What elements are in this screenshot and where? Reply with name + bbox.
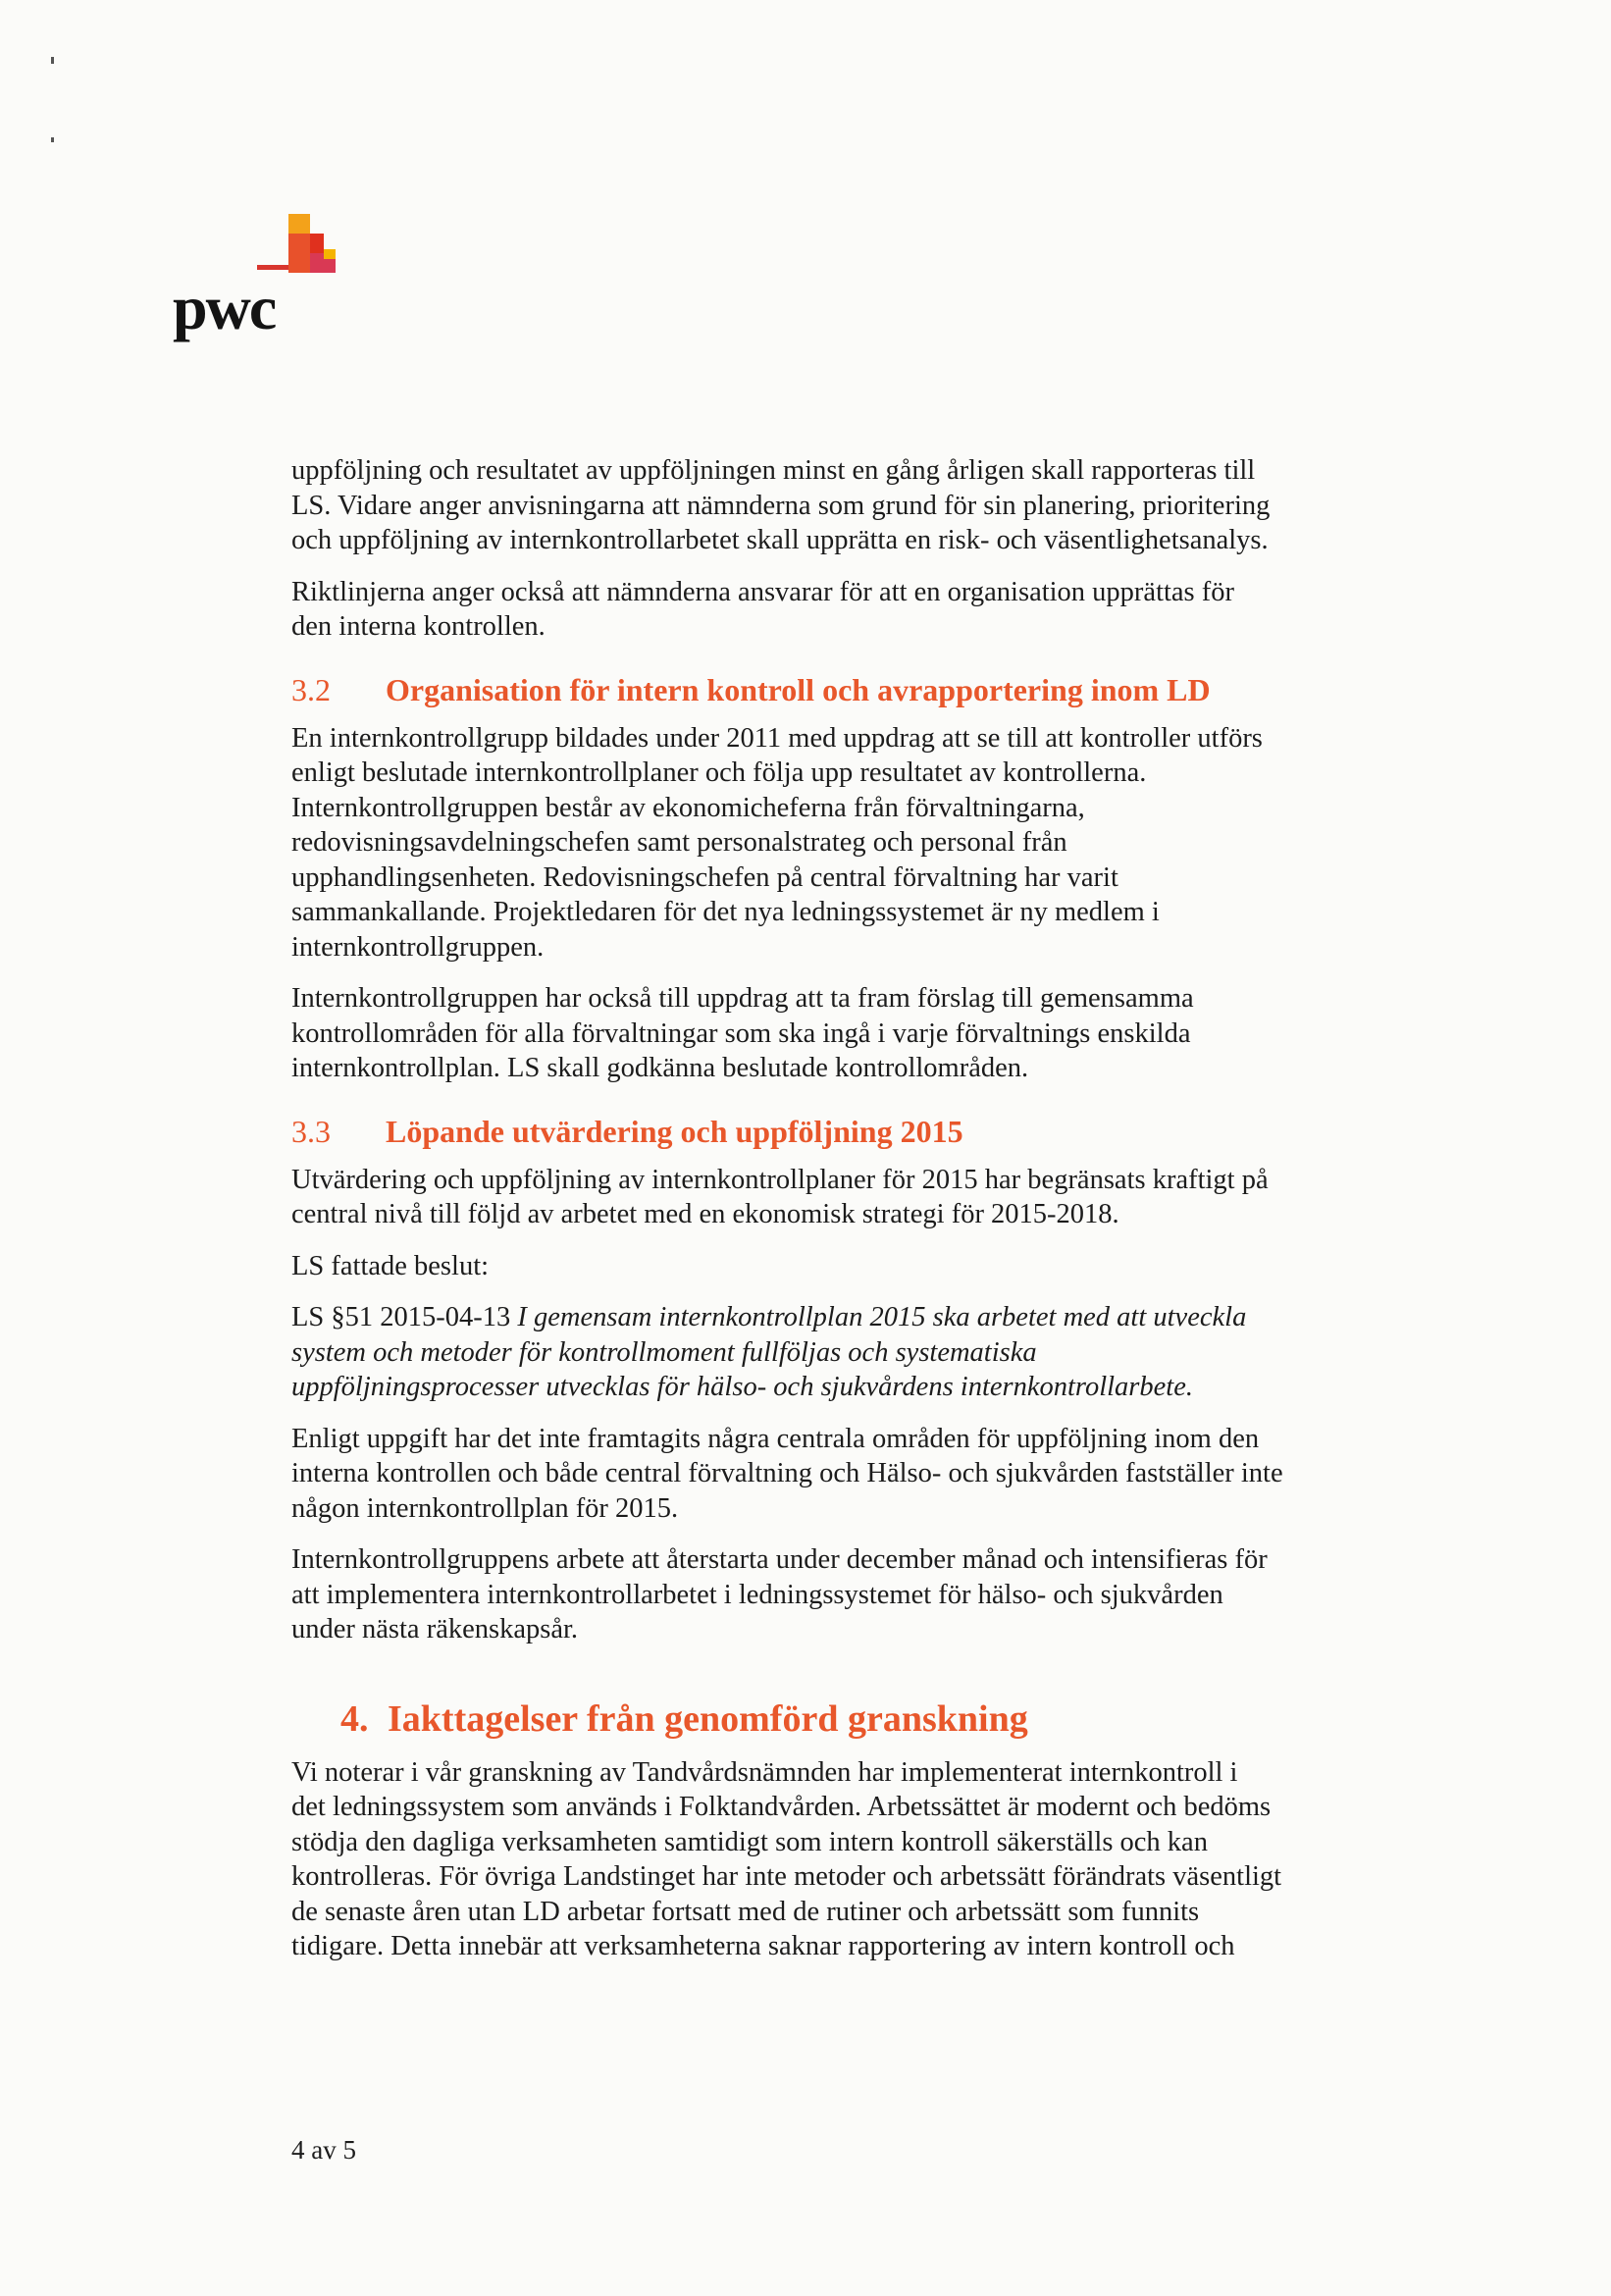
paragraph: Enligt uppgift har det inte framtagits några centrala områden för uppföljning inom den interna kontrollen och både central förvaltning och Hälso- och sjukvården fastställer inte någon internkontrollplan för 2015. [291, 1423, 1283, 1524]
decision-text: I gemensam internkontrollplan 2015 ska arbetet med att utveckla system och metoder för kontrollmoment fullföljas och systematiska uppföljningsprocesser utvecklas för hälso- och sjukvårdens internkontrollarbete. [291, 1302, 1247, 1402]
page-number: 4 av 5 [291, 2135, 356, 2165]
paragraph: Riktlinjerna anger också att nämnderna ansvarar för att en organisation upprättas för den interna kontrollen. [291, 576, 1234, 642]
logo-block [288, 234, 310, 273]
section-heading [291, 1112, 1488, 1151]
paragraph: En internkontrollgrupp bildades under 2011 med uppdrag att se till att kontroller utförs enligt beslutade internkontrollplaner och följa upp resultatet av kontrollerna. Internkontrollgruppen består av ekonomicheferna från förvaltningarna, redovisningsavdelningschefen samt personalstrateg och personal från upphandlingsenheten. Redovisningschefen på central förvaltning har varit sammankallande. Projektledaren för det nya ledningssystemet är ny medlem i internkontrollgruppen. [291, 722, 1263, 963]
scan-speck [51, 57, 54, 64]
paragraph: Utvärdering och uppföljning av internkontrollplaner för 2015 har begränsats kraftigt på central nivå till följd av arbetet med en ekonomisk strategi för 2015-2018. [291, 1164, 1269, 1229]
paragraph: Internkontrollgruppens arbete att återstarta under december månad och intensifieras för att implementera internkontrollarbetet i ledningssystemet för hälso- och sjukvården under nästa räkenskapsår. [291, 1544, 1268, 1644]
chapter-title: Iakttagelser från genomförd granskning [388, 1697, 1028, 1740]
logo-block [324, 249, 336, 259]
pwc-logo [173, 210, 379, 357]
logo-block [257, 265, 288, 270]
section-heading [291, 670, 1488, 709]
decision-quote [291, 1300, 1488, 1405]
scan-speck [51, 137, 54, 142]
paragraph: Vi noterar i vår granskning av Tandvårdsnämnden har implementerat internkontroll i det ledningssystem som används i Folktandvården. Arbetssättet är modernt och bedöms stödja den dagliga verksamheten samtidigt som intern kontroll säkerställs och kan kontrolleras. För övriga Landstinget har inte metoder och arbetssätt förändrats väsentligt de senaste åren utan LD arbetar fortsatt med de rutiner och arbetssätt som funnits tidigare. Detta innebär att verksamheterna saknar rapportering av intern kontroll och [291, 1756, 1282, 1961]
logo-wordmark: pwc [173, 273, 276, 342]
paragraph: uppföljning och resultatet av uppföljningen minst en gång årligen skall rapporteras till LS. Vidare anger anvisningarna att nämnderna som grund för sin planering, prioritering och uppföljning av internkontrollarbetet skall upprätta en risk- och väsentlighetsanalys. [291, 455, 1271, 555]
section-number: 3.2 [291, 671, 331, 707]
paragraph: LS fattade beslut: [291, 1250, 490, 1281]
decision-reference: LS §51 2015-04-13 [291, 1302, 518, 1332]
chapter-heading [340, 1696, 1488, 1742]
paragraph: Internkontrollgruppen har också till uppdrag att ta fram förslag till gemensamma kontrollområden för alla förvaltningar som ska ingå i varje förvaltnings enskilda internkontrollplan. LS skall godkänna beslutade kontrollområden. [291, 983, 1194, 1083]
section-number: 3.3 [291, 1113, 331, 1149]
document-body [291, 453, 1488, 1981]
section-title: Löpande utvärdering och uppföljning 2015 [386, 1113, 963, 1149]
chapter-number: 4. [340, 1697, 369, 1740]
section-title: Organisation för intern kontroll och avrapportering inom LD [386, 671, 1211, 707]
